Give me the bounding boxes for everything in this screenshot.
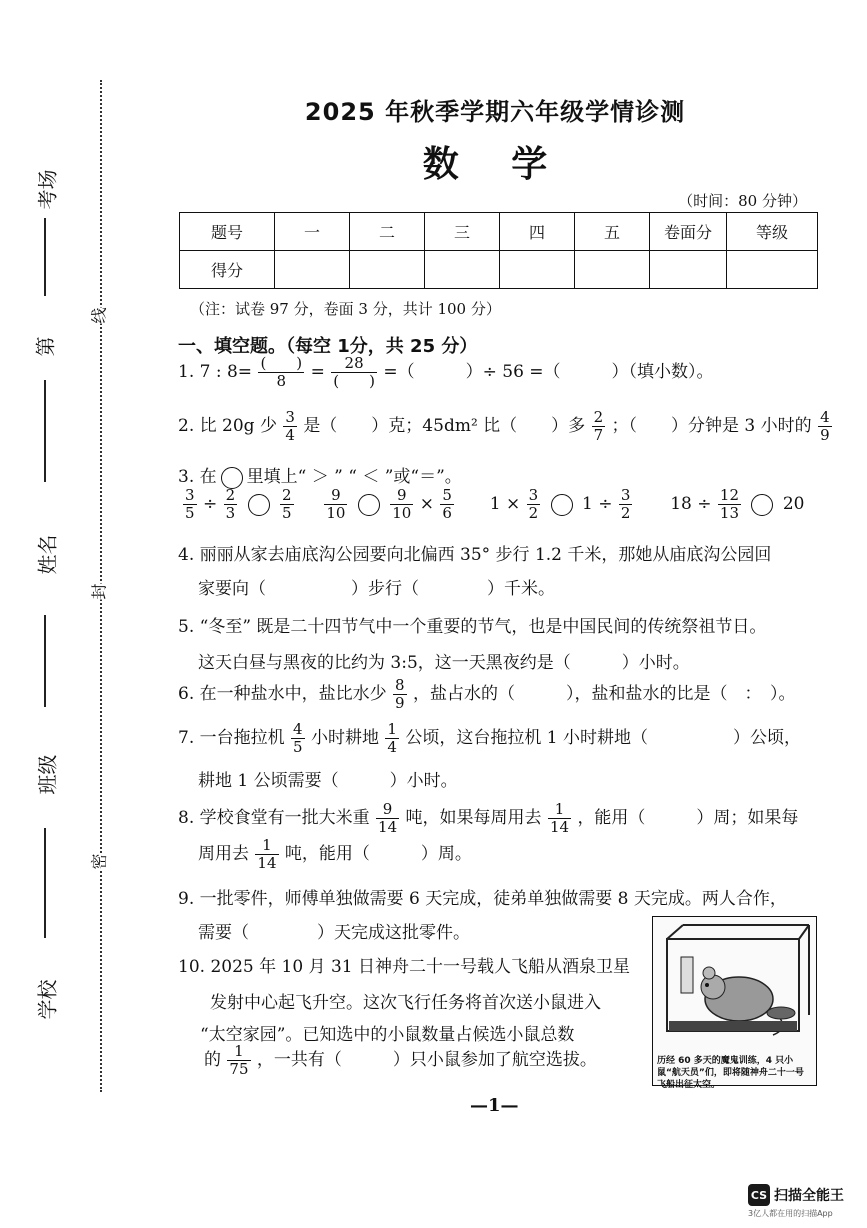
exam-room-label: 考场 bbox=[35, 169, 60, 210]
operator: × bbox=[419, 494, 434, 514]
q1-text: 1. 7 : 8= bbox=[178, 362, 253, 382]
expr-text: 1 ÷ bbox=[581, 494, 613, 514]
fraction: $\frac{2}{3}$ bbox=[225, 486, 236, 522]
compare-circle[interactable] bbox=[551, 494, 573, 516]
exam-room-line bbox=[44, 218, 46, 296]
score-cell[interactable] bbox=[350, 251, 425, 289]
question-9-line-1: 9. 一批零件，师傅单独做需要 6 天完成，徒弟单独做需要 8 天完成。两人合作， bbox=[178, 889, 787, 909]
question-8 bbox=[178, 802, 798, 835]
q3-text: 3. 在 bbox=[178, 467, 217, 487]
q7-text: 7. 一台拖拉机 bbox=[178, 728, 285, 748]
q8-text-mid: 吨，如果每周用去 bbox=[405, 808, 542, 828]
q3-text-tail: 里填上“ ＞ ” “ ＜ ”或“＝”。 bbox=[246, 467, 462, 487]
header-cell: 四 bbox=[500, 213, 575, 251]
section-heading: 一、填空题。（每空 1分，共 25 分） bbox=[178, 336, 478, 357]
header-cell: 卷面分 bbox=[650, 213, 727, 251]
exam-title: 2025 年秋季学期六年级学情诊测 bbox=[304, 98, 686, 126]
fraction: $\frac{3}{4}$ bbox=[285, 408, 295, 444]
fraction: $\frac{3}{2}$ bbox=[528, 486, 539, 522]
fraction: $\frac{3}{2}$ bbox=[620, 486, 631, 522]
score-row-label: 得分 bbox=[180, 251, 275, 289]
header-cell: 三 bbox=[425, 213, 500, 251]
question-7-line-2: 耕地 1 公顷需要（ ）小时。 bbox=[198, 771, 458, 791]
question-10-line-2: 发射中心起飞升空。这次飞行任务将首次送小鼠进入 bbox=[210, 993, 601, 1013]
fraction: $\frac{1}{75}$ bbox=[229, 1042, 249, 1078]
fraction: $\frac{3}{5}$ bbox=[185, 486, 195, 522]
compare-circle[interactable] bbox=[358, 494, 380, 516]
fraction: $\frac{( )}{8}$ bbox=[260, 354, 303, 390]
question-5-line-1: 5. “冬至” 既是二十四节气中一个重要的节气，也是中国民间的传统祭祖节日。 bbox=[178, 617, 767, 637]
question-1 bbox=[178, 356, 714, 389]
q6-text-tail: ，盐占水的（ ），盐和盐水的比是（ ： ）。 bbox=[412, 684, 796, 704]
question-2 bbox=[178, 410, 833, 443]
fraction: $\frac{9}{10}$ bbox=[326, 486, 346, 522]
question-3-expressions bbox=[182, 488, 804, 521]
space-mouse-illustration bbox=[652, 916, 817, 1090]
q8-text-tail: ，能用（ ）周；如果每 bbox=[577, 808, 799, 828]
question-4-line-1: 4. 丽丽从家去庙底沟公园要向北偏西 35° 步行 1.2 千米，那她从庙底沟公园回 bbox=[178, 545, 772, 565]
q2-text-mid: 是（ ）克；45dm² 比（ ）多 bbox=[303, 416, 586, 436]
compare-circle[interactable] bbox=[248, 494, 270, 516]
header-cell: 一 bbox=[275, 213, 350, 251]
score-cell[interactable] bbox=[727, 251, 818, 289]
fraction: $\frac{5}{6}$ bbox=[442, 486, 452, 522]
mouse-cage-icon bbox=[653, 917, 816, 1057]
scanner-tagline: 3亿人都在用的扫描App bbox=[748, 1209, 833, 1218]
scanner-name: 扫描全能王 bbox=[774, 1188, 844, 1204]
score-header-row bbox=[180, 213, 818, 251]
illustration-caption: 历经 60 多天的魔鬼训练，4 只小鼠“航天员”们，即将随神舟二十一号飞船出征太空。 bbox=[657, 1056, 804, 1090]
header-cell: 五 bbox=[575, 213, 650, 251]
q6-text: 6. 在一种盐水中，盐比水少 bbox=[178, 684, 387, 704]
question-8-line-2 bbox=[198, 838, 472, 871]
question-6 bbox=[178, 678, 795, 711]
fraction: $\frac{28}{( )}$ bbox=[333, 354, 375, 390]
q8-text-2-tail: 吨，能用（ ）周。 bbox=[284, 844, 472, 864]
scanner-watermark bbox=[748, 1184, 844, 1206]
question-9-line-2: 需要（ ）天完成这批零件。 bbox=[198, 923, 470, 943]
fraction: $\frac{4}{5}$ bbox=[293, 720, 303, 756]
class-line bbox=[44, 828, 46, 938]
seal-char-close: 密 bbox=[85, 853, 112, 869]
expr-text: 1 × bbox=[489, 494, 521, 514]
class-label: 班级 bbox=[35, 754, 60, 795]
expr-text: 20 bbox=[782, 494, 805, 514]
fraction: $\frac{1}{14}$ bbox=[257, 836, 277, 872]
question-4-line-2: 家要向（ ）步行（ ）千米。 bbox=[198, 579, 555, 599]
score-value-row bbox=[180, 251, 818, 289]
header-cell: 题号 bbox=[180, 213, 275, 251]
header-cell: 二 bbox=[350, 213, 425, 251]
fraction: $\frac{1}{14}$ bbox=[549, 800, 570, 836]
q10-text: 的 bbox=[204, 1050, 221, 1070]
fraction: $\frac{4}{9}$ bbox=[820, 408, 830, 444]
question-7 bbox=[178, 722, 801, 755]
seat-line bbox=[44, 380, 46, 482]
score-table bbox=[179, 212, 818, 289]
fraction: $\frac{1}{4}$ bbox=[387, 720, 397, 756]
subject-title: 数 学 bbox=[422, 143, 568, 185]
q1-text-tail: =（ ）÷ 56 =（ ）（填小数）。 bbox=[383, 362, 714, 382]
question-3 bbox=[178, 462, 462, 489]
header-cell: 等级 bbox=[727, 213, 818, 251]
compare-circle[interactable] bbox=[751, 494, 773, 516]
camscanner-logo-icon: CS bbox=[748, 1184, 770, 1206]
score-cell[interactable] bbox=[650, 251, 727, 289]
q10-text-tail: ，一共有（ ）只小鼠参加了航空选拔。 bbox=[256, 1050, 597, 1070]
score-cell[interactable] bbox=[575, 251, 650, 289]
page-number: —1— bbox=[470, 1095, 519, 1116]
q2-text: 2. 比 20g 少 bbox=[178, 416, 277, 436]
fraction: $\frac{9}{14}$ bbox=[378, 800, 398, 836]
fraction: $\frac{2}{7}$ bbox=[593, 408, 604, 444]
score-cell[interactable] bbox=[275, 251, 350, 289]
q7-text-mid: 小时耕地 bbox=[310, 728, 379, 748]
seal-char-seal: 封 bbox=[85, 583, 112, 599]
fraction: $\frac{12}{13}$ bbox=[719, 486, 739, 522]
operator: ÷ bbox=[202, 494, 218, 514]
question-10-line-4 bbox=[204, 1044, 597, 1077]
score-cell[interactable] bbox=[425, 251, 500, 289]
seal-char-line: 线 bbox=[85, 307, 112, 323]
seat-label: 第 bbox=[33, 336, 58, 357]
q7-text-tail: 公顷，这台拖拉机 1 小时耕地（ ）公顷， bbox=[405, 728, 801, 748]
school-label: 学校 bbox=[35, 979, 60, 1020]
fraction: $\frac{2}{5}$ bbox=[281, 486, 292, 522]
question-10-line-1: 10. 2025 年 10 月 31 日神舟二十一号载人飞船从酒泉卫星 bbox=[178, 957, 630, 977]
score-cell[interactable] bbox=[500, 251, 575, 289]
q8-text: 8. 学校食堂有一批大米重 bbox=[178, 808, 370, 828]
q2-text-tail: ；（ ）分钟是 3 小时的 bbox=[611, 416, 812, 436]
name-line bbox=[44, 615, 46, 707]
binding-margin bbox=[0, 0, 125, 1228]
question-5-line-2: 这天白昼与黑夜的比约为 3:5，这一天黑夜约是（ ）小时。 bbox=[198, 653, 690, 673]
score-note: （注：试卷 97 分，卷面 3 分，共计 100 分） bbox=[190, 300, 501, 318]
q1-equals: = bbox=[310, 362, 325, 382]
fraction: $\frac{9}{10}$ bbox=[392, 486, 412, 522]
q8-text-2: 周用去 bbox=[198, 844, 249, 864]
question-10-line-3: “太空家园”。已知选中的小鼠数量占候选小鼠总数 bbox=[200, 1025, 575, 1045]
time-limit: （时间：80 分钟） bbox=[678, 192, 807, 210]
expr-text: 18 ÷ bbox=[670, 494, 712, 514]
name-label: 姓名 bbox=[35, 534, 60, 575]
fraction: $\frac{8}{9}$ bbox=[395, 676, 405, 712]
